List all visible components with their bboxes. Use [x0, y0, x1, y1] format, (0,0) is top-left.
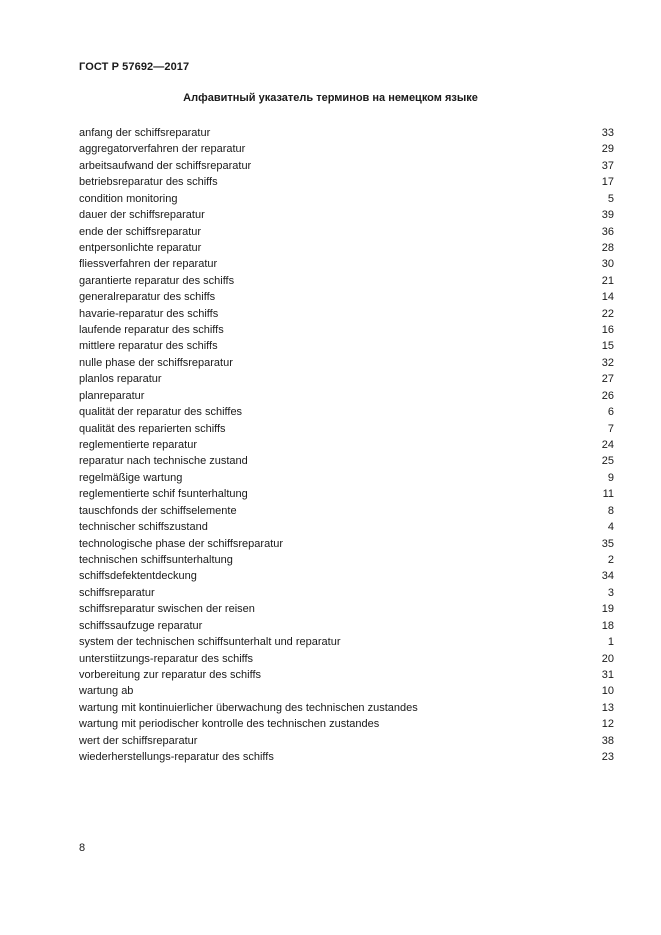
index-term: wiederherstellungs-reparatur des schiffs — [79, 751, 274, 764]
index-entry — [79, 667, 614, 683]
index-term: wartung ab — [79, 685, 134, 698]
index-term: schiffsreparatur swischen der reisen — [79, 603, 255, 616]
index-term: condition monitoring — [79, 192, 178, 205]
index-ref: 9 — [607, 471, 614, 484]
index-ref: 19 — [601, 603, 614, 616]
index-entry — [79, 240, 614, 256]
index-entry — [79, 125, 614, 141]
index-term: technischen schiffsunterhaltung — [79, 553, 233, 566]
index-entry — [79, 141, 614, 157]
index-entry — [79, 618, 614, 634]
index-ref: 6 — [607, 406, 614, 419]
index-ref: 29 — [601, 143, 614, 156]
index-ref: 20 — [601, 652, 614, 665]
index-ref: 32 — [601, 356, 614, 369]
index-ref: 38 — [601, 734, 614, 747]
index-ref: 35 — [601, 537, 614, 550]
index-ref: 18 — [601, 619, 614, 632]
index-ref: 25 — [601, 455, 614, 468]
index-entry — [79, 486, 614, 502]
index-entry — [79, 733, 614, 749]
index-term: technischer schiffszustand — [79, 521, 208, 534]
index-entry — [79, 585, 614, 601]
index-entry — [79, 519, 614, 535]
index-entry — [79, 191, 614, 207]
index-ref: 24 — [601, 439, 614, 452]
index-ref: 1 — [607, 636, 614, 649]
index-term: schiffsdefektentdeckung — [79, 570, 197, 583]
index-term: garantierte reparatur des schiffs — [79, 274, 235, 287]
index-entry — [79, 306, 614, 322]
index-entry — [79, 322, 614, 338]
index-ref: 13 — [601, 701, 614, 714]
index-term: laufende reparatur des schiffs — [79, 324, 224, 337]
index-ref: 10 — [601, 685, 614, 698]
index-entry — [79, 453, 614, 469]
index-ref: 3 — [607, 586, 614, 599]
index-term: schiffssaufzuge reparatur — [79, 619, 203, 632]
index-ref: 26 — [601, 389, 614, 402]
index-term: qualität des reparierten schiffs — [79, 422, 226, 435]
page-number: 8 — [79, 842, 86, 854]
index-term: tauschfonds der schiffselemente — [79, 504, 237, 517]
index-term: arbeitsaufwand der schiffsreparatur — [79, 159, 252, 172]
index-ref: 14 — [601, 291, 614, 304]
index-title: Алфавитный указатель терминов на немецком языке — [183, 92, 478, 104]
index-term: wartung mit periodischer kontrolle des technischen zustandes — [79, 718, 380, 731]
index-ref: 37 — [601, 159, 614, 172]
index-term: unterstiitzungs-reparatur des schiffs — [79, 652, 254, 665]
index-entry — [79, 404, 614, 420]
index-entry — [79, 552, 614, 568]
index-ref: 33 — [601, 127, 614, 139]
index-ref: 28 — [601, 241, 614, 254]
index-ref: 12 — [601, 718, 614, 731]
index-term: planreparatur — [79, 389, 145, 402]
index-entry — [79, 289, 614, 305]
index-term: betriebsreparatur des schiffs — [79, 176, 218, 189]
index-entry — [79, 224, 614, 240]
index-entry — [79, 634, 614, 650]
index-entry — [79, 700, 614, 716]
index-term: reglementierte schif fsunterhaltung — [79, 488, 248, 501]
index-term: generalreparatur des schiffs — [79, 291, 216, 304]
index-term: ende der schiffsreparatur — [79, 225, 202, 238]
index-term: qualität der reparatur des schiffes — [79, 406, 243, 419]
index-entry — [79, 437, 614, 453]
index-ref: 36 — [601, 225, 614, 238]
index-ref: 16 — [601, 324, 614, 337]
index-ref: 39 — [601, 209, 614, 222]
index-term: schiffsreparatur — [79, 586, 155, 599]
index-ref: 31 — [601, 668, 614, 681]
index-entry — [79, 355, 614, 371]
index-entry — [79, 749, 614, 765]
index-term: havarie-reparatur des schiffs — [79, 307, 219, 320]
index-entry — [79, 536, 614, 552]
index-ref: 17 — [601, 176, 614, 189]
index-entry — [79, 716, 614, 732]
index-entry — [79, 388, 614, 404]
document-code: ГОСТ Р 57692—2017 — [79, 61, 190, 73]
index-ref: 7 — [607, 422, 614, 435]
index-term: anfang der schiffsreparatur — [79, 127, 211, 139]
index-term: reglementierte reparatur — [79, 439, 198, 452]
index-term: wartung mit kontinuierlicher überwachung des technischen zustandes — [79, 701, 418, 714]
index-ref: 30 — [601, 258, 614, 271]
index-term: wert der schiffsreparatur — [79, 734, 198, 747]
index-entry — [79, 207, 614, 223]
index-entry — [79, 158, 614, 174]
index-entry — [79, 256, 614, 272]
index-entry — [79, 174, 614, 190]
index-entry — [79, 568, 614, 584]
index-ref: 34 — [601, 570, 614, 583]
index-term: entpersonlichte reparatur — [79, 241, 202, 254]
index-term: nulle phase der schiffsreparatur — [79, 356, 233, 369]
index-term: dauer der schiffsreparatur — [79, 209, 205, 222]
index-entry — [79, 683, 614, 699]
index-entry — [79, 338, 614, 354]
index-ref: 23 — [601, 751, 614, 764]
index-ref: 11 — [602, 488, 614, 501]
index-ref: 4 — [607, 521, 614, 534]
index-ref: 2 — [607, 553, 614, 566]
index-entry — [79, 470, 614, 486]
index-term: technologische phase der schiffsreparatur — [79, 537, 284, 550]
index-entry — [79, 273, 614, 289]
index-entry — [79, 371, 614, 387]
index-ref: 5 — [607, 192, 614, 205]
index-term: fliessverfahren der reparatur — [79, 258, 218, 271]
term-index-list — [79, 125, 614, 765]
index-term: regelmäßige wartung — [79, 471, 183, 484]
index-ref: 8 — [607, 504, 614, 517]
index-ref: 22 — [601, 307, 614, 320]
index-ref: 15 — [601, 340, 614, 353]
index-ref: 27 — [601, 373, 614, 386]
index-term: vorbereitung zur reparatur des schiffs — [79, 668, 261, 681]
index-entry — [79, 421, 614, 437]
index-term: planlos reparatur — [79, 373, 162, 386]
index-term: system der technischen schiffsunterhalt und reparatur — [79, 636, 341, 649]
index-entry — [79, 651, 614, 667]
index-term: aggregatorverfahren der reparatur — [79, 143, 246, 156]
index-term: reparatur nach technische zustand — [79, 455, 248, 468]
index-term: mittlere reparatur des schiffs — [79, 340, 218, 353]
index-entry — [79, 601, 614, 617]
index-ref: 21 — [601, 274, 614, 287]
index-entry — [79, 503, 614, 519]
